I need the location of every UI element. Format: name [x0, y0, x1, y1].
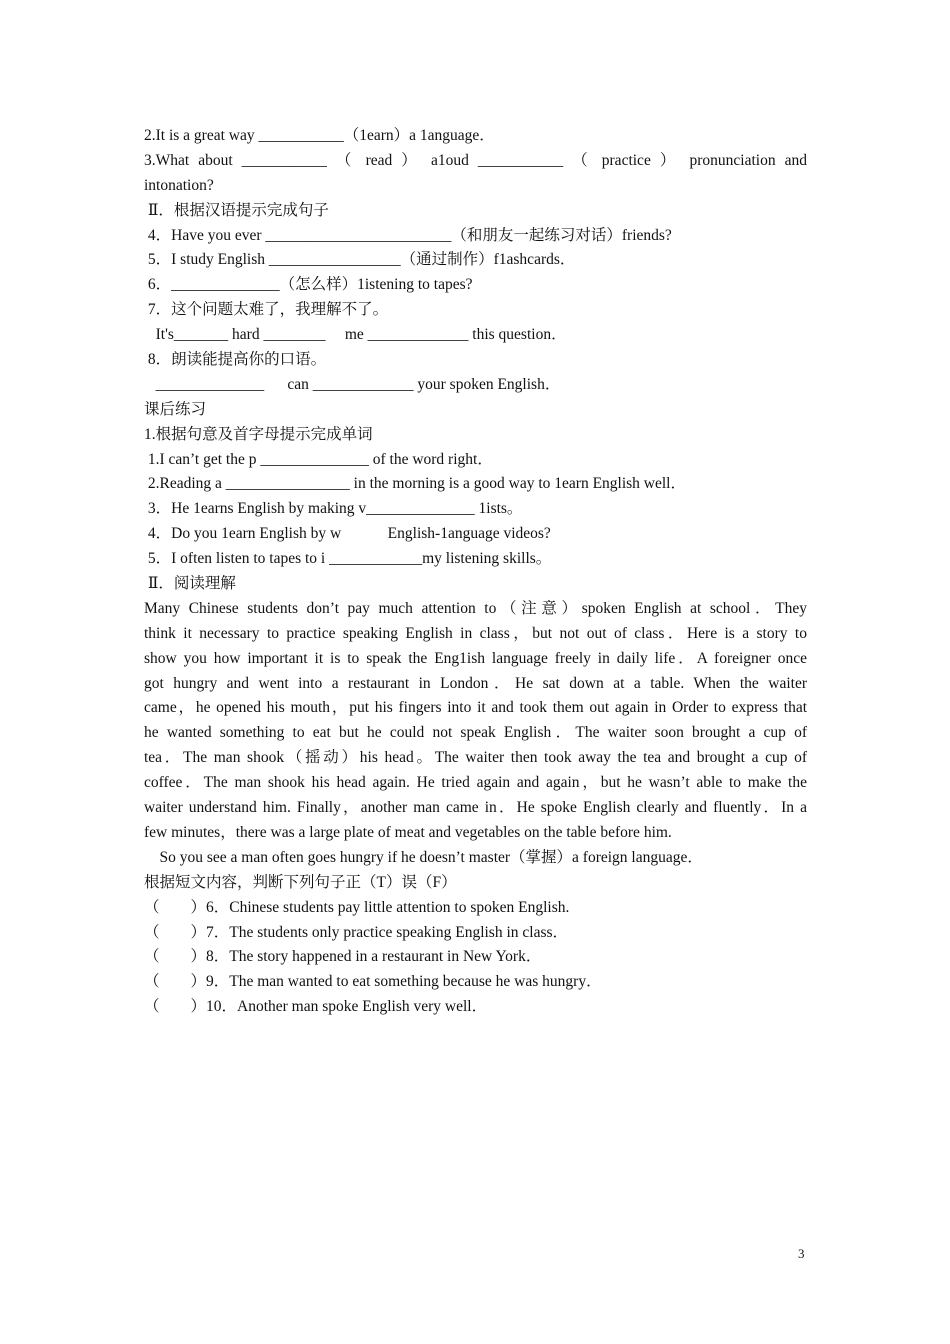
- text-line: 2.Reading a ________________ in the morning is a good way to 1earn English well．: [144, 475, 686, 493]
- text-line: intonation?: [144, 176, 214, 194]
- text-line: show you how important it is to speak the Eng1ish language freely in daily life．A foreigner once: [144, 649, 807, 667]
- text-line: got hungry and went into a restaurant in London．He sat down at a table. When the waiter: [144, 674, 807, 692]
- text-line: 3．He 1earns English by making v______________ 1ists。: [144, 500, 523, 518]
- text-line: came，he opened his mouth，put his fingers into it and took them out again in Order to express that: [144, 699, 807, 717]
- text-line: So you see a man often goes hungry if he doesn’t master（掌握）a foreign language．: [144, 848, 703, 866]
- text-line: few minutes，there was a large plate of meat and vegetables on the table before him.: [144, 823, 672, 841]
- text-line: 7．这个问题太难了，我理解不了。: [144, 301, 389, 319]
- text-line: （ ）9．The man wanted to eat something because he was hungry．: [144, 973, 602, 991]
- text-line: 4．Have you ever ________________________（和朋友一起练习对话）friends?: [144, 226, 672, 244]
- text-line: tea．The man shook（摇动）his head。The waiter then took away the tea and brought a cup of: [144, 749, 807, 767]
- text-line: 8．朗读能提高你的口语。: [144, 351, 327, 369]
- text-line: waiter understand him. Finally，another man came in．He spoke English clearly and fluently．In a: [144, 799, 807, 817]
- text-line: 1.I can’t get the p ______________ of the word right．: [144, 450, 493, 468]
- page-number: 3: [798, 1246, 805, 1261]
- text-line: （ ）8．The story happened in a restaurant in New York．: [144, 948, 542, 966]
- text-line: 6．______________（怎么样）1istening to tapes?: [144, 276, 473, 294]
- text-line: （ ）6．Chinese students pay little attention to spoken English.: [144, 898, 570, 916]
- text-line: ______________ can _____________ your spoken English．: [144, 375, 561, 393]
- text-line: Ⅱ．阅读理解: [144, 575, 236, 593]
- text-line: 1.根据句意及首字母提示完成单词: [144, 425, 373, 443]
- text-line: 5．I often listen to tapes to i ____________my listening skills。: [144, 550, 552, 568]
- text-line: he wanted something to eat but he could not speak English．The waiter soon brought a cup of: [144, 724, 807, 742]
- text-line: 3.What about ___________ （ read ） a1oud ___________ （ practice ） pronunciation and: [144, 151, 807, 169]
- text-line: Many Chinese students don’t pay much attention to（注意）spoken English at school．They: [144, 599, 807, 617]
- text-line: think it necessary to practice speaking English in class，but not out of class．Here is a story to: [144, 624, 807, 642]
- text-line: 课后练习: [144, 400, 207, 418]
- text-line: Ⅱ．根据汉语提示完成句子: [144, 201, 329, 219]
- text-line: coffee．The man shook his head again. He tried again and again，but he wasn’t able to make the: [144, 774, 807, 792]
- text-line: 2.It is a great way ___________（1earn）a 1anguage．: [144, 127, 495, 144]
- text-line: （ ）7．The students only practice speaking English in class．: [144, 923, 569, 941]
- text-line: 根据短文内容，判断下列句子正（T）误（F）: [144, 873, 457, 891]
- document-body: [144, 124, 807, 1020]
- text-line: 4．Do you 1earn English by w English-1anguage videos?: [144, 525, 551, 543]
- text-line: 5．I study English _________________（通过制作）f1ashcards．: [144, 251, 576, 269]
- text-line: It's_______ hard ________ me _____________ this question．: [144, 326, 567, 344]
- text-line: （ ）10．Another man spoke English very well．: [144, 998, 488, 1016]
